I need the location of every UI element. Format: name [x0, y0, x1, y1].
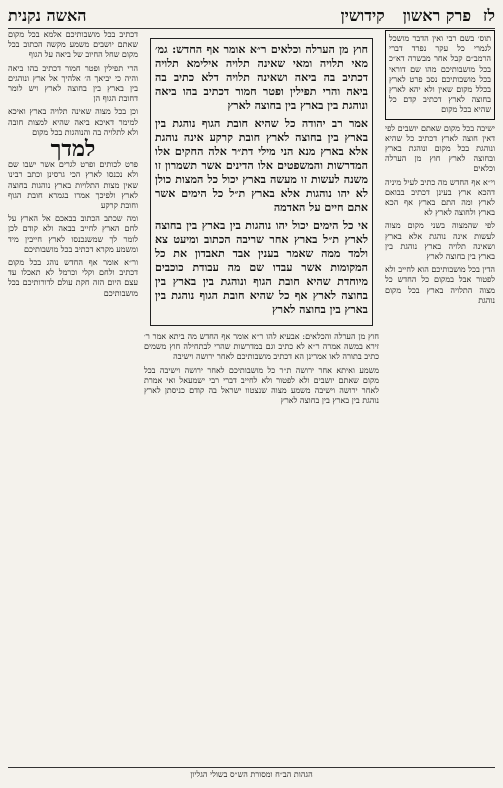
tractate-label: קידושין	[340, 6, 385, 25]
mishnah-box	[150, 38, 373, 326]
commentary-paragraph: ור״א אומר אף החדש נוהג בכל מקום דכתיב ולחם וקלי וכרמל לא תאכלו עד עצם היום הזה חקת עולם לדורותיכם בכל מושבותיכם	[8, 258, 138, 298]
main-text-paragraph: חוץ מן הערלה וכלאים ר״א אומר אף החדש: גמ׳ מאי תלויה ומאי שאינה תלויה אילימא תלויה דכתיב בה ביאה ושאינה תלויה דלא כתיב בה ביאה והרי תפילין ופטר חמור דכתיב בהו ביאה ונוהגת בין בארץ בין בחוצה לארץ	[155, 43, 368, 112]
commentary-paragraph: פרט לכותים ופרט לגרים אשר ישבו שם ולא נכנסו לארץ הכי גרסינן וכתב רבינו שאין מצות התלויות בארץ נוהגות בחוצה לארץ ולפיכך אמרו בגמרא חובת הגוף וחובת קרקע	[8, 160, 138, 211]
columns	[8, 30, 495, 766]
page-header	[8, 4, 495, 29]
gemara-paragraph: משמע ואיתא אחר ירושה ת״ר כל מושבותיכם לאחר ירושה וישיבה בכל מקום שאתם יושבים ולא לפטור ולא לחייב דברי רבי ישמעאל ואי אמרת לאחר ירושה וישיבה משמע מצוה שנצטוו ישראל בה קודם כניסתן לארץ נוהגת בין בארץ בין בחוצה לארץ	[144, 365, 379, 406]
rashi-paragraph: לפי שהמצוה בשני מקום מצוה לעשות אינה נוהגת אלא בארץ ושאינה תלויה בארץ נוהגת בין בארץ בין בחוצה לארץ	[385, 221, 495, 262]
rashi-paragraph: ישיבה בכל מקום שאתם יושבים לפי דאין חוצה לארץ דכתיב כל שהיא ונוהגת בכל מקום ונוהגת בארץ ובחוצה לארץ חוץ מן הערלה וכלאים	[385, 123, 495, 174]
main-text-paragraph: אי כל הימים יכול יהו נוהגות בין בארץ בין בחוצה לארץ ת״ל בארץ אחר שריבה הכתוב ומיעט צא ולמד ממה שאמר בענין אבד תאבדון את כל המקומות אשר עבדו שם מה עבודת כוכבים מיוחדת שהיא חובת הגוף ונוהגת בין בארץ בין בחוצה לארץ אף כל שהיא חובת הגוף נוהגת בין בארץ בין בחוצה לארץ	[155, 219, 368, 316]
boxed-comment: תוס׳ בשם רבי ואין הדבר מושכל לגמרי כל עקר נפרד דברי הרמב״ם קבל אחר מבשרה דא״כ בכל מושבותיכם מהו שם דוראי בכל מושבותיכם נסב פרט לארץ בכלל מקום שאין ולא יהא לארץ בחוצה לארץ דכתיב קדם כל שהיא בכל מקום	[385, 30, 495, 120]
tosafot-paragraph: דכתיב בכל מושבותיכם אלמא בכל מקום שאתם יושבים משמע מקשה הכתוב בכל מקום שחל החיוב של ביאה על הגוף	[8, 30, 138, 60]
tosafot-paragraph: וכן בכל מצוה שאינה תלויה בארץ ואיכא למימר דאיכא ביאה שהיא למצות חובה ולא לתלויה בה והנוהגות בכל מקום	[8, 107, 138, 137]
main-text-paragraph: אמר רב יהודה כל שהיא חובת הגוף נוהגת בין בארץ בין בחוצה לארץ חובת קרקע אינה נוהגת אלא בארץ מנא הני מילי דת״ר אלה החקים אלו המדרשות והמשפטים אלו הדינים אשר תשמרון זו משנה לעשות זו מעשה בארץ יכול כל המצות כולן לא יהו נוהגות אלא בארץ ת״ל כל הימים אשר אתם חיים על האדמה	[155, 117, 368, 214]
gemara-paragraph: חוץ מן הערלה והכלאים: אבעיא להו ר״א אומר אף החדש מה ביתא אמר ר׳ זירא במשה אמרה ר״א לא כתיב וגם במדרשות שהרי לבתחילה חוץ משמים כתיב בתורה לאו אמרינן הא דכתיב מושבותיכם לאחר ירושה וישיבה	[144, 332, 379, 362]
gemara-column	[144, 30, 379, 766]
section-heading: למדך	[50, 136, 96, 163]
tosafot-column	[8, 30, 138, 766]
rashi-paragraph: וי״א אף החדש מה כתיב לעיל מיניה דהכא ארץ בעינן דכתיב בבואם לארץ ומה התם בארץ אף הכא בארץ ולחוצה לארץ לא	[385, 177, 495, 218]
commentary-paragraph: ומה שכתב הכתוב בבאכם אל הארץ על לחם הארץ לחייב בבאה ולא קודם לכן לומר לך שמשנכנסו לארץ חייבין מיד ומשמע מקרא דכתיב בכל מושבותיכם	[8, 214, 138, 254]
page-footer: הגהות הב״ח ומסורת הש״ס בשולי הגליון	[8, 767, 495, 784]
section-title: האשה נקנית	[8, 6, 87, 25]
rashi-paragraph: הדין בכל מושבותיכם הוא לחייב ולא לפטור אבל במקום כל החדש כל מצוה התלויה בארץ בכל מקום נוהגת	[385, 265, 495, 305]
rashi-column	[385, 30, 495, 766]
tosafot-paragraph: הרי תפילין ופטר חמור דכתיב בהו ביאה והיה כי יביאך ה׳ אלהיך אל ארץ ונוהגים בין בארץ בין בחוצה לארץ ויש לומר דחובת הגוף הן	[8, 63, 138, 104]
chapter-label: פרק ראשון	[402, 6, 472, 25]
page-number: לז	[483, 6, 495, 25]
